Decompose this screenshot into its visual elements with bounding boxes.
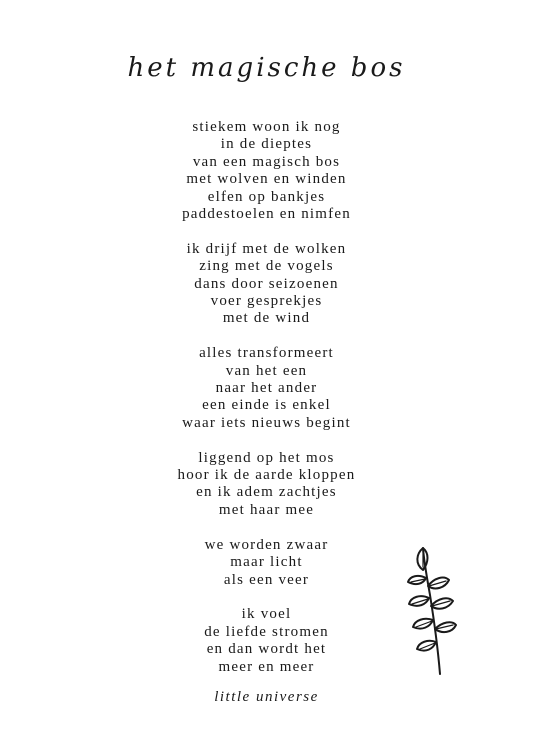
poem-line: waar iets nieuws begint	[182, 414, 351, 431]
poem-line: meer en meer	[218, 658, 315, 675]
poem-line: met de wind	[222, 310, 311, 327]
stanza	[0, 241, 533, 328]
stanza	[0, 450, 533, 520]
poem-line: zing met de vogels	[199, 258, 334, 275]
poem-line: in de dieptes	[220, 136, 313, 153]
poem-line: de liefde stromen	[204, 623, 329, 640]
poem-line: stiekem woon ik nog	[192, 119, 341, 135]
leaf-branch-icon	[396, 540, 476, 675]
poem-line: hoor ik de aarde kloppen	[177, 467, 356, 484]
poem-line: een einde is enkel	[202, 397, 331, 414]
poem-line: als een veer	[223, 571, 310, 588]
poem-line: met wolven en winden	[186, 171, 347, 188]
stanza	[0, 345, 533, 432]
poem-line: en ik adem zachtjes	[196, 484, 337, 501]
poem-title: het magische bos	[127, 53, 406, 83]
poem-line: dans door seizoenen	[194, 275, 339, 292]
poem-line: we worden zwaar	[204, 536, 329, 553]
poem-line: voer gesprekjes	[210, 293, 323, 310]
signature: little universe	[214, 689, 319, 705]
poem-line: alles transformeert	[199, 345, 334, 362]
poem-line: en dan wordt het	[206, 641, 327, 658]
poem-line: naar het ander	[215, 380, 318, 397]
poem-line: elfen op bankjes	[207, 188, 326, 205]
poem-line: met haar mee	[218, 501, 315, 518]
poem-line: ik drijf met de wolken	[186, 240, 347, 257]
poem-line: van het een	[225, 362, 308, 379]
poem-line: maar licht	[230, 554, 303, 571]
poem-line: ik voel	[241, 606, 292, 623]
poem-line: liggend op het mos	[198, 449, 335, 466]
poem-line: paddestoelen en nimfen	[182, 206, 351, 223]
poem-line: van een magisch bos	[192, 153, 341, 170]
stanza	[0, 119, 533, 223]
